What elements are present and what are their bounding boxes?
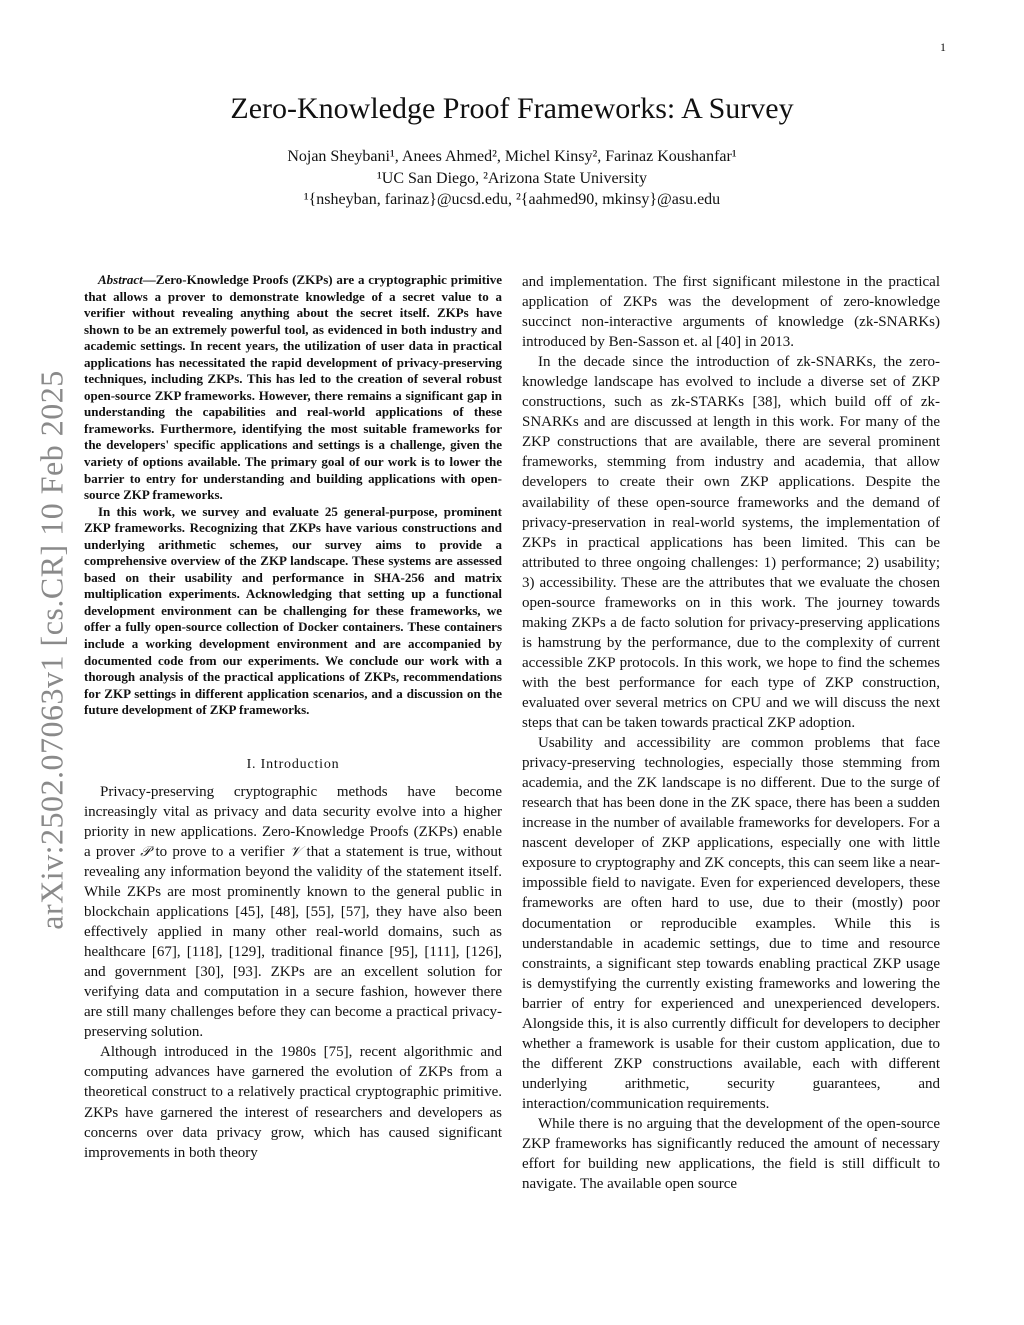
introduction-left — [84, 782, 502, 1163]
introduction-right — [522, 272, 940, 1194]
left-column — [84, 272, 502, 1163]
paper-title: Zero-Knowledge Proof Frameworks: A Survey — [230, 92, 794, 125]
intro-paragraph-6: While there is no arguing that the development of the open-source ZKP frameworks has significantly reduced the amount of necessary effort for building new applications, the field is still difficult to navigate. The available open source — [522, 1115, 940, 1193]
intro-paragraph-1 — [84, 782, 502, 1043]
arxiv-identifier-stamp: arXiv:2502.07063v1 [cs.CR] 10 Feb 2025 — [33, 370, 70, 930]
intro-paragraph-3: and implementation. The first significant milestone in the practical application of ZKPs was the development of zero-knowledge succinct non-interactive arguments of knowledge (zk-SNARKs) introduced by Ben-Sasson et. al [40] in 2013. — [522, 274, 940, 351]
abstract-label: Abstract — [98, 272, 143, 287]
author-emails: ¹{nsheyban, farinaz}@ucsd.edu, ²{aahmed90, mkinsy}@asu.edu — [303, 191, 721, 208]
intro-p1-part-c: that a statement is true, without revealing any information beyond the validity of the statement itself. While ZKPs are most prominently known to the general public in blockchain applications [45], [48], [55], [57], they have also been effectively applied in many other real-world domains, such as healthcare [67], [118], [129], traditional finance [95], [111], [126], and government [30], [93]. ZKPs are an excellent solution for verifying data and computation in a secure fashion, however there are still many challenges before they can become a practical privacy-preserving solution. — [84, 843, 503, 1041]
page-number: 1 — [940, 40, 946, 54]
verifier-symbol: 𝒱 — [289, 843, 302, 860]
intro-paragraph-4: In the decade since the introduction of zk-SNARKs, the zero-knowledge landscape has evolved to include a diverse set of ZKP constructions, such as zk-STARKs [38], which build off of zk-SNARKs and are discussed at length in this work. For many of the ZKP constructions that are available, there are several prominent frameworks, stemming from industry and academia, that allow developers to create their own ZKP applications. Despite the availability of these open-source frameworks and the demand of privacy-preservation in real-world systems, the implementation of ZKPs in practical applications has been limited. This can be attributed to three ongoing challenges: 1) performance; 2) usability; 3) accessibility. These are the attributes that we evaluate the chosen open-source frameworks on in this work. The journey towards making ZKPs a de facto solution for privacy-preserving applications is hamstrung by the performance, due to the complexity of current accessible ZKP protocols. In this work, we hope to find the schemes with the best performance for each type of ZKP construction, evaluated over several metrics on CPU and we will discuss the next steps that can be taken towards practical ZKP adoption. — [522, 354, 940, 732]
abstract-paragraph-1 — [84, 272, 502, 504]
abstract — [84, 272, 502, 719]
intro-paragraph-2: Although introduced in the 1980s [75], recent algorithmic and computing advances have garnered the evolution of ZKPs from a theoretical construct to a relatively practical cryptographic primitive. ZKPs have garnered the interest of researchers and developers as concerns over data privacy grow, which has caused significant improvements in both theory — [84, 1044, 502, 1161]
author-list: Nojan Sheybani¹, Anees Ahmed², Michel Kinsy², Farinaz Koushanfar¹ — [287, 148, 737, 165]
intro-p1-part-b: to prove to a verifier — [150, 843, 290, 860]
right-column — [522, 272, 940, 1194]
intro-paragraph-5: Usability and accessibility are common problems that face privacy-preserving technologies, especially those stemming from academia, and the ZK landscape is no different. Due to the surge of research that has been done in the ZK space, there has been a sudden increase in the number of available frameworks for developers. For a nascent developer of ZKP applications, especially one with little exposure to cryptography and ZK concepts, this can seem like a near-impossible field to navigate. Even for experienced developers, these frameworks are often hard to use, due to their (mostly) poor documentation or reproducible examples. While this is understandable in academic settings, due to time and resource constraints, a significant step towards enabling practical ZKP usage is demystifying the currently existing frameworks and lowering the barrier of entry for experienced and unexperienced developers. Alongside this, it is also currently difficult for developers to decipher whether a framework is usable for their custom application, due to the different ZKP constructions available, each with different underlying arithmetic, security guarantees, and interaction/communication requirements. — [522, 735, 940, 1112]
author-block — [0, 146, 1024, 211]
prover-symbol: 𝒫 — [140, 843, 151, 860]
section-heading-introduction: I. Introduction — [246, 756, 340, 772]
abstract-paragraph-2: In this work, we survey and evaluate 25 general-purpose, prominent ZKP frameworks. Recognizing that ZKPs have various constructions and underlying arithmetic schemes, our survey aims to provide a comprehensive overview of the ZKP landscape. These systems are assessed based on their usability and performance in SHA-256 and matrix multiplication experiments. Acknowledging that setting up a functional development environment can be challenging for these frameworks, we offer a fully open-source collection of Docker containers. These containers include a working development environment and are accompanied by documented code from our experiments. We conclude our work with a thorough analysis of the practical applications of ZKPs, recommendations for ZKP settings in different application scenarios, and a discussion on the future development of ZKP frameworks. — [84, 503, 502, 718]
intro-p1-part-a: Privacy-preserving cryptographic methods have become increasingly vital as privacy and data security evolve into a higher priority in new applications. Zero-Knowledge Proofs (ZKPs) enable a prover — [84, 783, 502, 860]
abstract-text-1: —Zero-Knowledge Proofs (ZKPs) are a cryptographic primitive that allows a prover to demonstrate knowledge of a secret value to a verifier without revealing anything about the secret itself. ZKPs have shown to be an extremely powerful tool, as evidenced in both industry and academic settings. In recent years, the utilization of user data in practical applications has necessitated the rapid development of privacy-preserving techniques, including ZKPs. This has led to the creation of several robust open-source ZKP frameworks. However, there remains a significant gap in understanding the capabilities and real-world applications of these frameworks. Furthermore, identifying the most suitable frameworks for the developers' specific applications and settings is a challenge, given the variety of options available. The primary goal of our work is to lower the barrier to entry for understanding and building applications with open-source ZKP frameworks. — [84, 272, 502, 503]
affiliations: ¹UC San Diego, ²Arizona State University — [377, 169, 647, 187]
